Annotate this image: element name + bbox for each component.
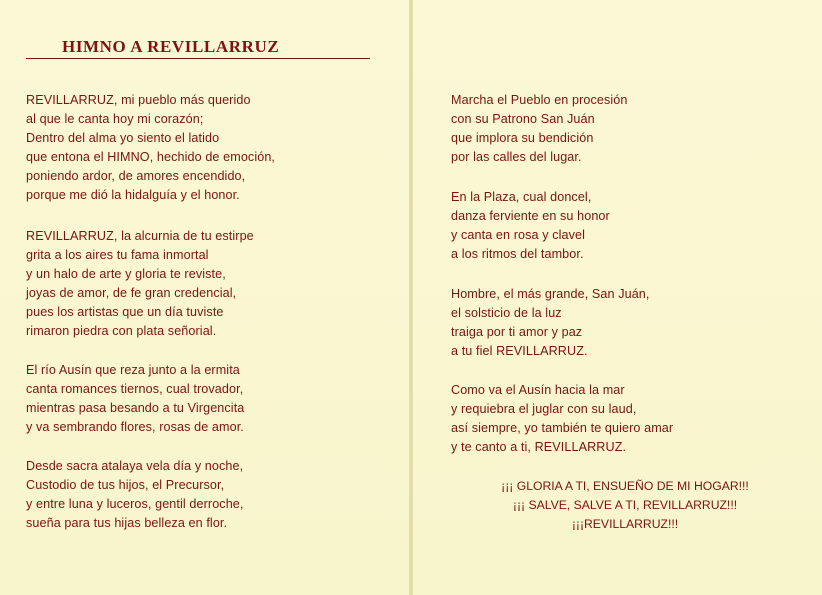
stanza-left-3 (26, 361, 244, 437)
verse-line: porque me dió la hidalguía y el honor. (26, 188, 240, 203)
title-underline (26, 58, 370, 59)
verse-line: danza ferviente en su honor (451, 209, 610, 224)
verse-line: joyas de amor, de fe gran credencial, (26, 286, 237, 301)
verse-line: por las calles del lugar. (451, 150, 582, 165)
verse-line: En la Plaza, cual doncel, (451, 190, 592, 204)
chorus-line: ¡¡¡ GLORIA A TI, ENSUEÑO DE MI HOGAR!!! (501, 479, 749, 493)
verse-line: Como va el Ausín hacia la mar (451, 383, 625, 397)
verse-line: y un halo de arte y gloria te reviste, (26, 267, 226, 282)
stanza-left-2 (26, 227, 254, 342)
hymn-title: HIMNO A REVILLARRUZ (62, 37, 280, 56)
stanza-right-1 (451, 91, 628, 167)
chorus-line: ¡¡¡ SALVE, SALVE A TI, REVILLARRUZ!!! (512, 498, 738, 512)
verse-line: El río Ausín que reza junto a la ermita (26, 363, 240, 377)
stanza-right-3 (451, 285, 650, 361)
verse-line: sueña para tus hijas belleza en flor. (26, 516, 228, 531)
page-fold (409, 0, 413, 595)
verse-line: Dentro del alma yo siento el latido (26, 131, 220, 146)
verse-line: y va sembrando flores, rosas de amor. (26, 420, 244, 435)
verse-line: y te canto a ti, REVILLARRUZ. (451, 440, 627, 455)
verse-line: al que le canta hoy mi corazón; (26, 112, 204, 127)
verse-line: y canta en rosa y clavel (451, 228, 586, 243)
verse-line: Marcha el Pueblo en procesión (451, 93, 628, 107)
verse-line: que entona el HIMNO, hechido de emoción, (26, 150, 276, 165)
verse-line: mientras pasa besando a tu Virgencita (26, 401, 245, 416)
verse-line: Hombre, el más grande, San Juán, (451, 287, 650, 301)
verse-line: con su Patrono San Juán (451, 112, 595, 127)
verse-line: REVILLARRUZ, mi pueblo más querido (26, 93, 251, 107)
verse-line: canta romances tiernos, cual trovador, (26, 382, 244, 397)
verse-line: a los ritmos del tambor. (451, 247, 584, 262)
chorus (452, 477, 798, 534)
verse-line: a tu fiel REVILLARRUZ. (451, 344, 588, 359)
verse-line: el solsticio de la luz (451, 306, 562, 321)
verse-line: Custodio de tus hijos, el Precursor, (26, 478, 225, 493)
stanza-right-4 (451, 381, 673, 457)
stanza-right-2 (451, 188, 610, 264)
stanza-left-4 (26, 457, 244, 533)
verse-line: poniendo ardor, de amores encendido, (26, 169, 246, 184)
verse-line: que implora su bendición (451, 131, 594, 146)
verse-line: grita a los aires tu fama inmortal (26, 248, 209, 263)
verse-line: rimaron piedra con plata señorial. (26, 324, 217, 339)
verse-line: así siempre, yo también te quiero amar (451, 421, 674, 436)
verse-line: REVILLARRUZ, la alcurnia de tu estirpe (26, 229, 254, 243)
chorus-line: ¡¡¡REVILLARRUZ!!! (571, 517, 679, 531)
verse-line: Desde sacra atalaya vela día y noche, (26, 459, 244, 473)
verse-line: y entre luna y luceros, gentil derroche, (26, 497, 244, 512)
stanza-left-1 (26, 91, 275, 206)
verse-line: y requiebra el juglar con su laud, (451, 402, 637, 417)
verse-line: pues los artistas que un día tuviste (26, 305, 224, 320)
verse-line: traiga por ti amor y paz (451, 325, 583, 340)
